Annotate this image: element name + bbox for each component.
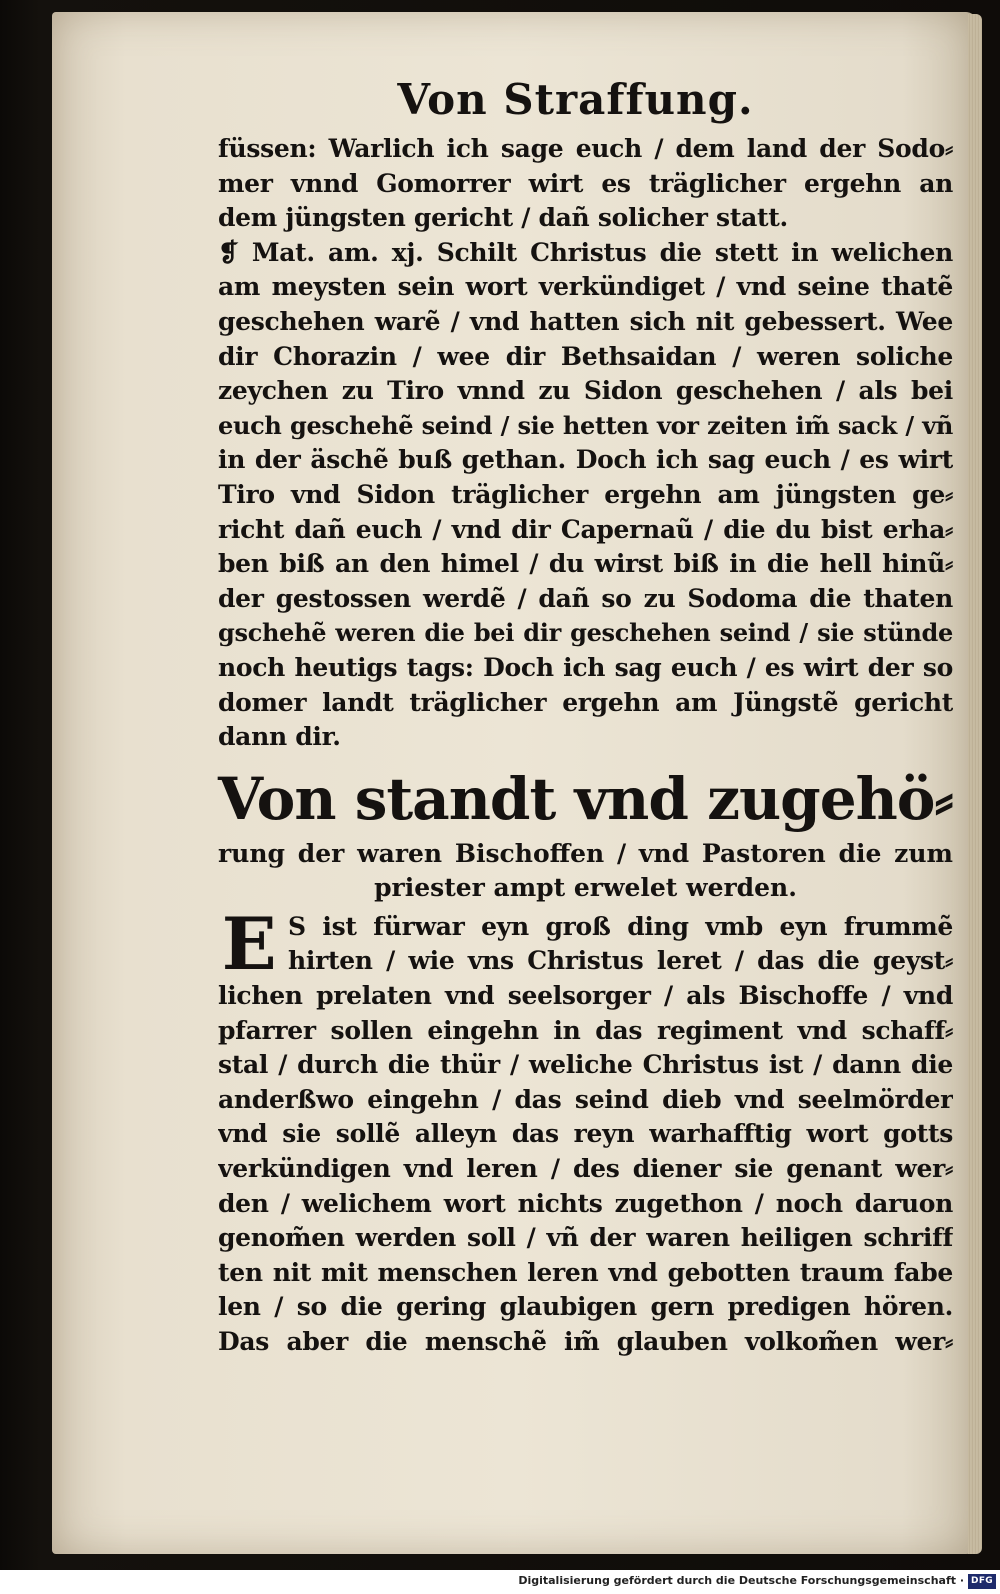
text-line: zeychen zu Tiro vnnd zu Sidon geschehen / als bei bbox=[218, 376, 953, 406]
text-line: der gestossen werdẽ / dañ so zu Sodoma die thaten bbox=[218, 583, 953, 613]
text-line: hirten / wie vns Christus leret / das die geyst⸗ bbox=[288, 946, 953, 976]
text-line: am meysten sein wort verkündiget / vnd seine thatẽ bbox=[218, 272, 953, 302]
page-edge bbox=[968, 14, 982, 1554]
text-line: mer vnnd Gomorrer wirt es träglicher ergehn an bbox=[218, 168, 953, 198]
text-line: den / welichem wort nichts zugethon / noch daruon bbox=[218, 1188, 953, 1218]
text-line: verkündigen vnd leren / des diener sie genant wer⸗ bbox=[218, 1154, 953, 1184]
text-line: in der äschẽ buß gethan. Doch ich sag euch / es wirt bbox=[218, 445, 953, 475]
text-line: gschehẽ weren die bei dir geschehen seind / sie stünde bbox=[218, 618, 953, 648]
subheading-line: priester ampt erwelet werden. bbox=[374, 873, 797, 903]
dfg-logo: DFG bbox=[968, 1574, 996, 1589]
text-line: geschehen warẽ / vnd hatten sich nit gebessert. Wee bbox=[218, 306, 953, 336]
funding-credit: Digitalisierung gefördert durch die Deutsche Forschungsgemeinschaft · bbox=[518, 1574, 964, 1587]
text-line: Tiro vnd Sidon träglicher ergehn am jüngsten ge⸗ bbox=[218, 479, 953, 509]
text-line: ❡ Mat. am. xj. Schilt Christus die stett in welichen bbox=[218, 237, 953, 267]
text-line: füssen: Warlich ich sage euch / dem land der Sodo⸗ bbox=[218, 134, 953, 163]
text-line: stal / durch die thür / weliche Christus ist / dann die bbox=[218, 1050, 953, 1080]
text-line: S ist fürwar eyn groß ding vmb eyn frummẽ bbox=[288, 911, 953, 941]
section-subheading bbox=[218, 837, 953, 906]
text-block bbox=[218, 72, 953, 1360]
text-line: anderßwo eingehn / das seind dieb vnd seelmörder bbox=[218, 1084, 953, 1114]
text-line: domer landt träglicher ergehn am Jüngstẽ gericht bbox=[218, 687, 953, 717]
text-line: len / so die gering glaubigen gern predigen hören. bbox=[218, 1292, 953, 1322]
footer-bar bbox=[0, 1570, 1000, 1594]
text-line: dann dir. bbox=[218, 722, 341, 752]
text-line: richt dañ euch / vnd dir Capernaũ / die du bist erha⸗ bbox=[218, 514, 953, 544]
text-line: dem jüngsten gericht / dañ solicher statt. bbox=[218, 203, 788, 233]
paragraph-block-2 bbox=[218, 900, 953, 1360]
text-line: pfarrer sollen eingehn in das regiment vnd schaff⸗ bbox=[218, 1015, 953, 1045]
subheading-line: rung der waren Bischoffen / vnd Pastoren die zum bbox=[218, 838, 953, 868]
section-heading: Von standt vnd zugehö⸗ bbox=[218, 764, 953, 833]
text-line: dir Chorazin / wee dir Bethsaidan / weren soliche bbox=[218, 341, 953, 371]
text-line: lichen prelaten vnd seelsorger / als Bischoffe / vnd bbox=[218, 981, 953, 1011]
paragraph-block-1 bbox=[218, 132, 953, 755]
text-line: euch geschehẽ seind / sie hetten vor zeiten im̃ sack / vñ bbox=[218, 410, 953, 440]
text-line: vnd sie sollẽ alleyn das reyn warhafftig wort gotts bbox=[218, 1119, 953, 1149]
text-line: noch heutigs tags: Doch ich sag euch / es wirt der so bbox=[218, 652, 953, 682]
running-head: Von Straffung. bbox=[397, 75, 754, 124]
text-line: Das aber die menschẽ im̃ glauben volkom̃en wer⸗ bbox=[218, 1327, 953, 1356]
text-line: ten nit mit menschen leren vnd gebotten traum fabe bbox=[218, 1257, 953, 1287]
text-line: genom̃en werden soll / vñ der waren heiligen schriff bbox=[218, 1223, 953, 1253]
text-line: ben biß an den himel / du wirst biß in die hell hinũ⸗ bbox=[218, 549, 953, 579]
drop-cap-initial: E bbox=[221, 900, 277, 986]
